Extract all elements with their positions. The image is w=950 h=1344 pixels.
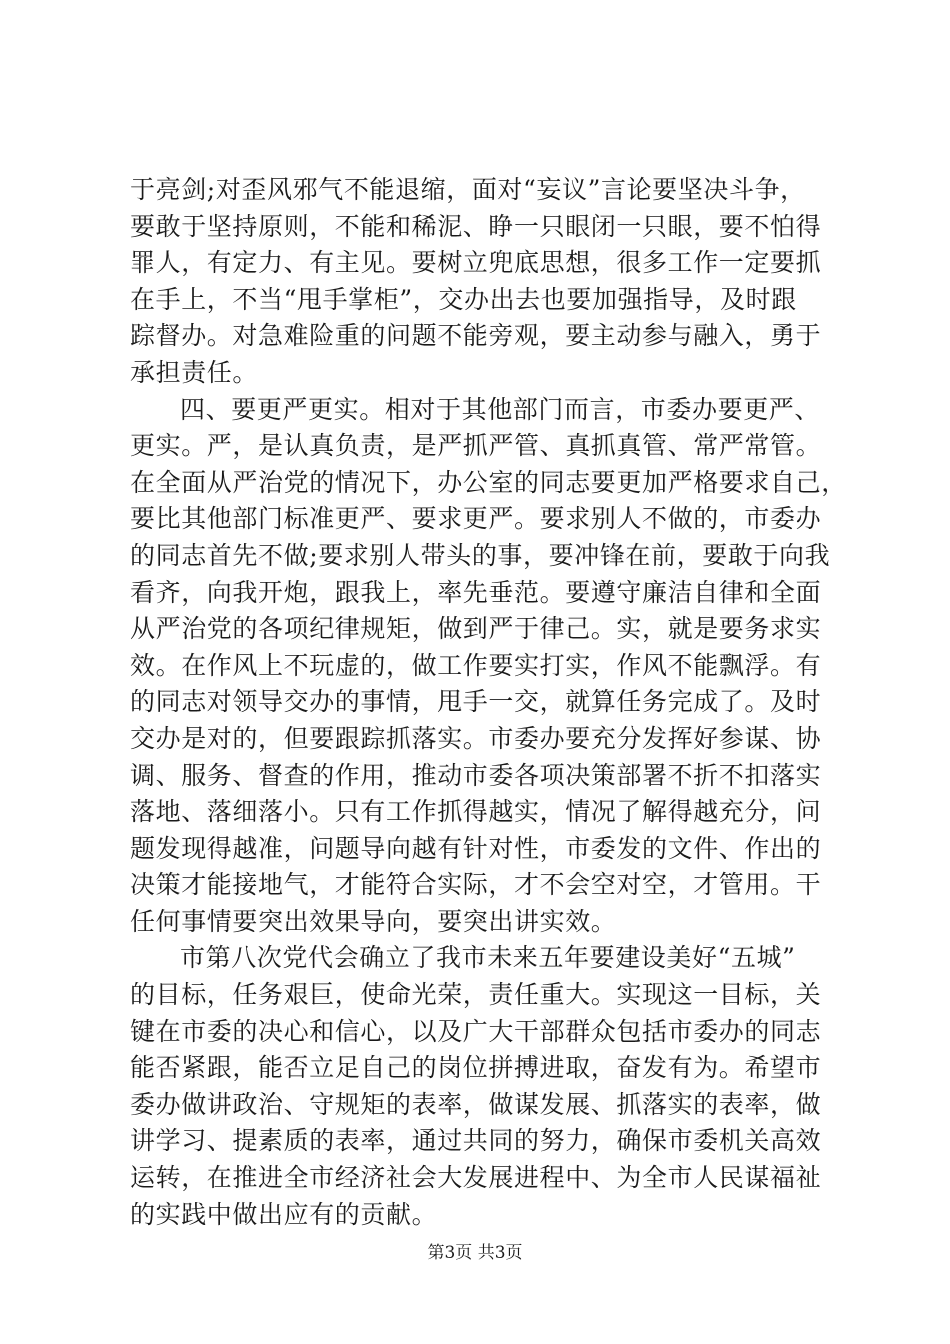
- text-line: 更实。严，是认真负责，是严抓严管、真抓真管、常严常管。: [130, 431, 822, 461]
- text-line: 的目标，任务艰巨，使命光荣，责任重大。实现这一目标，关: [130, 980, 822, 1010]
- text-line: 承担责任。: [130, 357, 259, 387]
- text-line: 从严治党的各项纪律规矩，做到严于律己。实，就是要务求实: [130, 614, 822, 644]
- text-line: 于亮剑;对歪风邪气不能退缩，面对“妄议”言论要坚决斗争，: [130, 175, 806, 204]
- text-line: 罪人，有定力、有主见。要树立兜底思想，很多工作一定要抓: [130, 248, 822, 278]
- text-line: 要比其他部门标准更严、要求更严。要求别人不做的，市委办: [130, 504, 822, 534]
- text-line: 能否紧跟，能否立足自己的岗位拼搏进取，奋发有为。希望市: [130, 1053, 822, 1083]
- text-line: 运转，在推进全市经济社会大发展进程中、为全市人民谋福祉: [130, 1163, 822, 1193]
- text-line: 在全面从严治党的情况下，办公室的同志要更加严格要求自己，: [130, 467, 847, 497]
- page-number: 第3页 共3页: [427, 1243, 523, 1263]
- text-line: 调、服务、督查的作用，推动市委各项决策部署不折不扣落实: [130, 760, 822, 790]
- text-line: 键在市委的决心和信心，以及广大干部群众包括市委办的同志: [130, 1016, 822, 1046]
- text-line: 的实践中做出应有的贡献。: [130, 1199, 438, 1229]
- text-line: 讲学习、提素质的表率，通过共同的努力，确保市委机关高效: [130, 1126, 822, 1156]
- text-line: 的同志首先不做;要求别人带头的事，要冲锋在前，要敢于向我: [130, 540, 831, 570]
- text-line: 在手上，不当“甩手掌柜”，交办出去也要加强指导，及时跟: [130, 284, 797, 314]
- text-line: 题发现得越准，问题导向越有针对性，市委发的文件、作出的: [130, 833, 822, 863]
- text-line: 要敢于坚持原则，不能和稀泥、睁一只眼闭一只眼，要不怕得: [130, 211, 822, 241]
- text-line: 落地、落细落小。只有工作抓得越实，情况了解得越充分，问: [130, 797, 822, 827]
- text-line: 看齐，向我开炮，跟我上，率先垂范。要遵守廉洁自律和全面: [130, 577, 822, 607]
- page-footer: [0, 1241, 950, 1265]
- paragraph-start-line: 市第八次党代会确立了我市未来五年要建设美好“五城”: [180, 943, 796, 973]
- text-line: 委办做讲政治、守规矩的表率，做谋发展、抓落实的表率，做: [130, 1089, 822, 1119]
- text-line: 交办是对的，但要跟踪抓落实。市委办要充分发挥好参谋、协: [130, 723, 822, 753]
- text-line: 效。在作风上不玩虚的，做工作要实打实，作风不能飘浮。有: [130, 650, 822, 680]
- text-line: 踪督办。对急难险重的问题不能旁观，要主动参与融入，勇于: [130, 321, 822, 351]
- document-body: [130, 172, 847, 1233]
- text-line: 任何事情要突出效果导向，要突出讲实效。: [130, 906, 617, 936]
- text-line: 的同志对领导交办的事情，甩手一交，就算任务完成了。及时: [130, 687, 822, 717]
- text-line: 决策才能接地气，才能符合实际，才不会空对空，才管用。干: [130, 870, 822, 900]
- paragraph-start-line: 四、要更严更实。相对于其他部门而言，市委办要更严、: [180, 394, 821, 424]
